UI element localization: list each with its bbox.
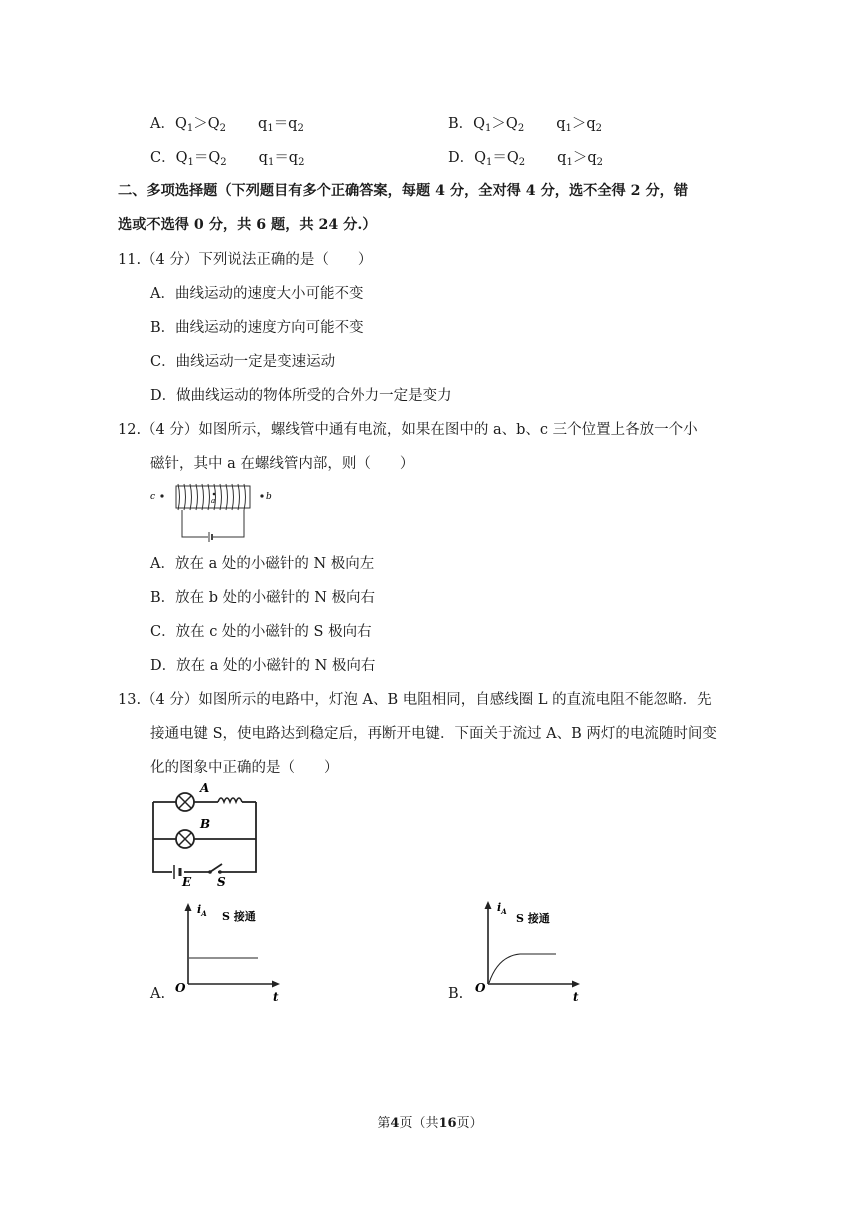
q11-option-c: C．曲线运动一定是变速运动	[150, 354, 336, 370]
q11-option-b: B．曲线运动的速度方向可能不变	[150, 320, 364, 336]
q11-stem: 11.（4 分）下列说法正确的是（ ）	[118, 252, 373, 268]
solenoid-label-b: b	[266, 492, 272, 502]
graph-b-y-label: i	[497, 901, 502, 914]
graph-a-option-label: A.	[150, 986, 166, 1002]
graph-a-note: S 接通	[222, 910, 256, 923]
graph-b-origin: O	[475, 981, 486, 995]
section-heading-line1: 二、多项选择题（下列题目有多个正确答案，每题 4 分，全对得 4 分，选不全得 2 分，错	[118, 183, 689, 199]
graph-b-option-label: B.	[448, 986, 464, 1002]
page-footer: 第4页（共16页）	[377, 1116, 483, 1131]
graph-a-x-label: t	[273, 990, 279, 1004]
solenoid-figure	[148, 480, 278, 544]
circuit-label-s: S	[217, 875, 226, 889]
graph-a-y-label: i	[197, 903, 202, 916]
graph-b-x-label: t	[573, 990, 579, 1004]
q12-stem-line1: 12.（4 分）如图所示，螺线管中通有电流，如果在图中的 a、b、c 三个位置上各放一个小	[118, 422, 698, 438]
lamp-a-icon	[176, 793, 194, 811]
graph-b-note: S 接通	[516, 912, 550, 925]
circuit-label-e: E	[182, 875, 192, 889]
svg-text:iA	[197, 903, 207, 918]
graph-b-y-sub: A	[501, 907, 507, 916]
q11-option-a: A．曲线运动的速度大小可能不变	[150, 286, 364, 302]
q12-option-a: A．放在 a 处的小磁针的 N 极向左	[150, 556, 375, 572]
circuit-label-a: A	[200, 781, 210, 795]
q10-option-b: B．$Q_1>Q_2$ $q_1>q_2$	[448, 116, 603, 134]
q11-option-d: D．做曲线运动的物体所受的合外力一定是变力	[150, 388, 452, 404]
solenoid-label-a: a	[211, 497, 216, 505]
q13-stem-line3: 化的图象中正确的是（ ）	[150, 760, 339, 776]
page-total: 16	[438, 1116, 457, 1131]
q12-option-b: B．放在 b 处的小磁针的 N 极向右	[150, 590, 376, 606]
q10-option-c: C．$Q_1=Q_2$ $q_1=q_2$	[150, 150, 305, 168]
graph-a-y-sub: A	[201, 909, 207, 918]
q12-stem-line2: 磁针，其中 a 在螺线管内部，则（ ）	[150, 456, 415, 472]
solenoid-label-c: c	[150, 492, 156, 502]
q13-stem-line1: 13.（4 分）如图所示的电路中，灯泡 A、B 电阻相同，自感线圈 L 的直流电阻不能忽略．先	[118, 692, 712, 708]
graph-a-origin: O	[175, 981, 186, 995]
q12-option-d: D．放在 a 处的小磁针的 N 极向右	[150, 658, 376, 674]
graph-b	[472, 898, 584, 1004]
battery-icon	[174, 865, 180, 879]
page-number: 4	[390, 1116, 400, 1131]
graph-a	[172, 900, 284, 1004]
q13-stem-line2: 接通电键 S，使电路达到稳定后，再断开电键．下面关于流过 A、B 两灯的电流随时间变	[150, 726, 717, 742]
inductor-coil-icon	[218, 798, 242, 802]
q10-option-d: D．$Q_1=Q_2$ $q_1>q_2$	[448, 150, 604, 168]
section-heading-line2: 选或不选得 0 分，共 6 题，共 24 分.）	[118, 217, 377, 233]
graph-b-current-curve	[489, 954, 556, 983]
circuit-label-b: B	[200, 817, 211, 831]
q12-option-c: C．放在 c 处的小磁针的 S 极向右	[150, 624, 372, 640]
q10-option-a: A．$Q_1>Q_2$ $q_1=q_2$	[150, 116, 304, 134]
svg-text:iA	[497, 901, 507, 916]
circuit-figure	[148, 780, 266, 889]
lamp-b-icon	[176, 830, 194, 848]
